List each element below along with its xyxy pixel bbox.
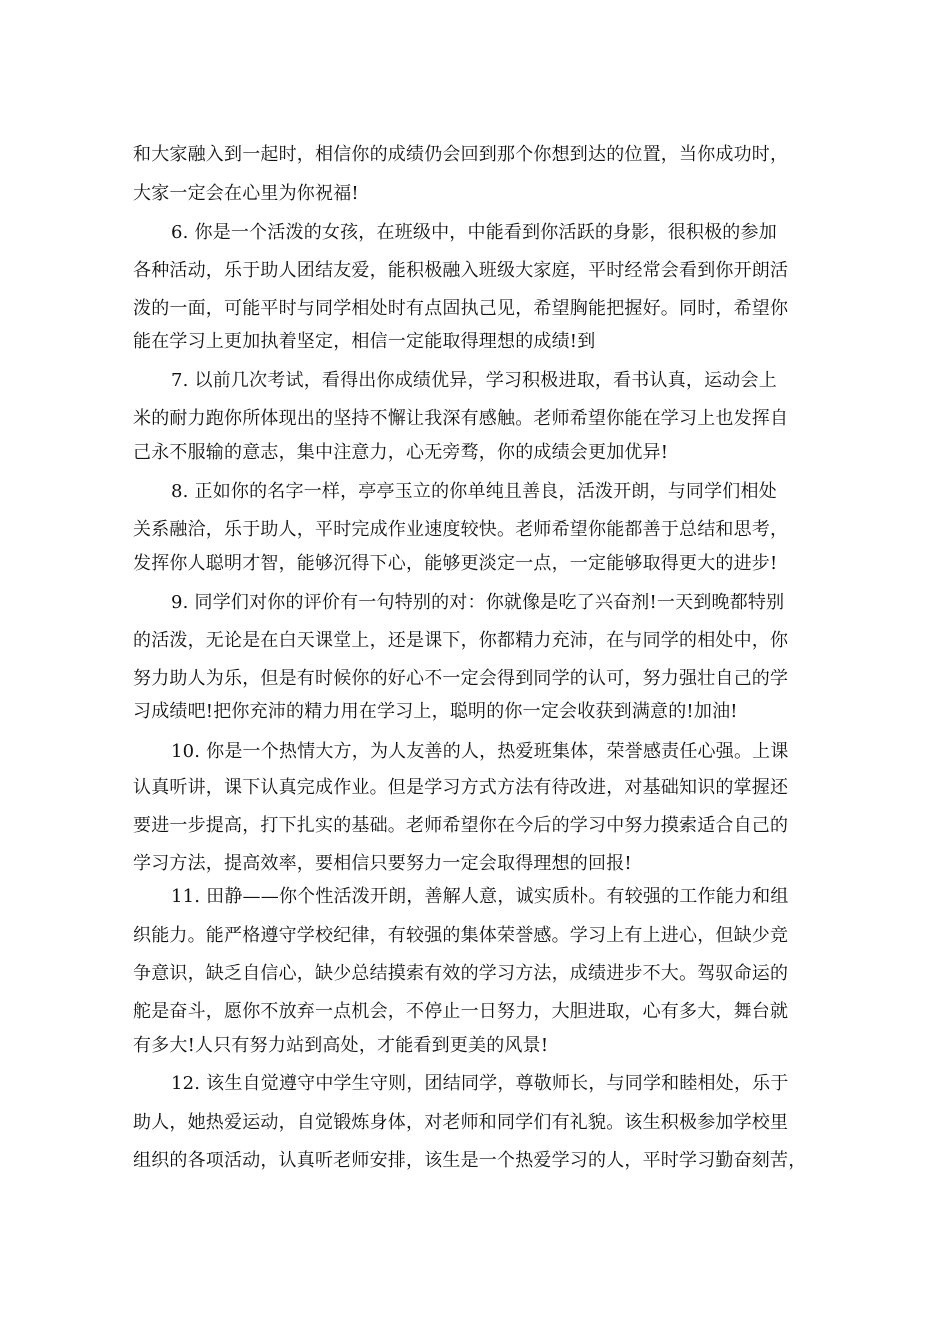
text-line: 舵是奋斗，愿你不放弃一点机会，不停止一日努力，大胆进取，心有多大，舞台就 xyxy=(133,1001,789,1022)
text-line: 认真听讲，课下认真完成作业。但是学习方式方法有待改进，对基础知识的掌握还 xyxy=(133,777,789,798)
text-line: 的活泼，无论是在白天课堂上，还是课下，你都精力充沛，在与同学的相处中，你 xyxy=(133,630,789,651)
paragraph-7-start: 7. 以前几次考试，看得出你成绩优异，学习积极进取，看书认真，运动会上 xyxy=(171,370,777,391)
text-line: 己永不服输的意志，集中注意力，心无旁骛，你的成绩会更加优异! xyxy=(133,442,669,463)
text-line: 发挥你人聪明才智，能够沉得下心，能够更淡定一点，一定能够取得更大的进步! xyxy=(133,553,778,574)
text-line: 要进一步提高，打下扎实的基础。老师希望你在今后的学习中努力摸索适合自己的 xyxy=(133,815,789,836)
text-line: 各种活动，乐于助人团结友爱，能积极融入班级大家庭，平时经常会看到你开朗活 xyxy=(133,260,789,281)
text-line: 组织的各项活动，认真听老师安排，该生是一个热爱学习的人，平时学习勤奋刻苦， xyxy=(133,1150,807,1171)
text-line: 米的耐力跑你所体现出的坚持不懈让我深有感触。老师希望你能在学习上也发挥自 xyxy=(133,408,789,429)
paragraph-12-start: 12. 该生自觉遵守中学生守则，团结同学，尊敬师长，与同学和睦相处，乐于 xyxy=(171,1073,789,1094)
text-line: 习成绩吧!把你充沛的精力用在学习上，聪明的你一定会收获到满意的!加油! xyxy=(133,701,738,722)
text-line: 能在学习上更加执着坚定，相信一定能取得理想的成绩!到 xyxy=(133,331,596,352)
text-line: 学习方法，提高效率，要相信只要努力一定会取得理想的回报! xyxy=(133,853,632,874)
text-line: 大家一定会在心里为你祝福! xyxy=(133,183,359,204)
paragraph-8-start: 8. 正如你的名字一样，亭亭玉立的你单纯且善良，活泼开朗，与同学们相处 xyxy=(171,481,777,502)
text-line: 和大家融入到一起时，相信你的成绩仍会回到那个你想到达的位置，当你成功时， xyxy=(133,144,789,165)
text-line: 织能力。能严格遵守学校纪律，有较强的集体荣誉感。学习上有上进心，但缺少竞 xyxy=(133,925,789,946)
text-line: 助人，她热爱运动，自觉锻炼身体，对老师和同学们有礼貌。该生积极参加学校里 xyxy=(133,1112,789,1133)
paragraph-6-start: 6. 你是一个活泼的女孩，在班级中，中能看到你活跃的身影，很积极的参加 xyxy=(171,222,777,243)
paragraph-9-start: 9. 同学们对你的评价有一句特别的对：你就像是吃了兴奋剂!一天到晚都特别 xyxy=(171,592,785,613)
paragraph-11-start: 11. 田静——你个性活泼开朗，善解人意，诚实质朴。有较强的工作能力和组 xyxy=(171,886,789,907)
paragraph-10-start: 10. 你是一个热情大方，为人友善的人，热爱班集体，荣誉感责任心强。上课 xyxy=(171,741,789,762)
text-line: 泼的一面，可能平时与同学相处时有点固执己见，希望胸能把握好。同时，希望你 xyxy=(133,298,789,319)
text-line: 争意识，缺乏自信心，缺少总结摸索有效的学习方法，成绩进步不大。驾驭命运的 xyxy=(133,963,789,984)
text-line: 有多大!人只有努力站到高处，才能看到更美的风景! xyxy=(133,1035,549,1056)
text-line: 努力助人为乐，但是有时候你的好心不一定会得到同学的认可，努力强壮自己的学 xyxy=(133,668,789,689)
text-line: 关系融洽，乐于助人，平时完成作业速度较快。老师希望你能都善于总结和思考， xyxy=(133,519,789,540)
